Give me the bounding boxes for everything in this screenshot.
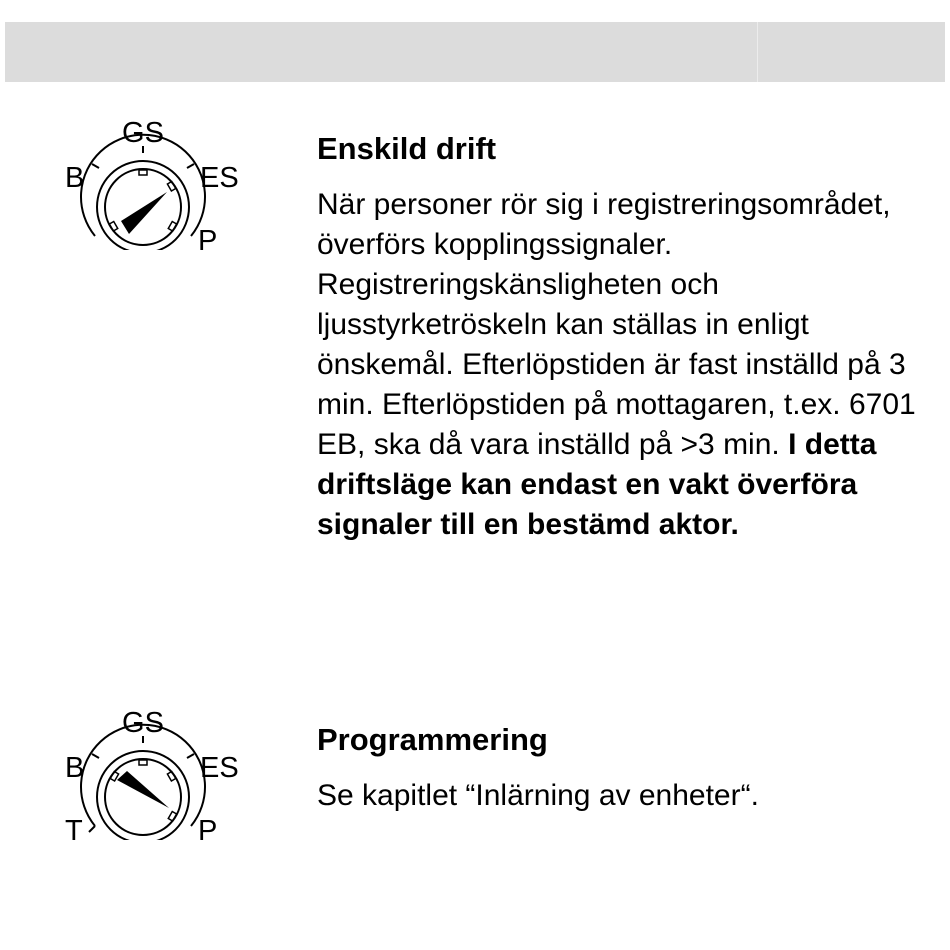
dial-label-p: P [198, 815, 218, 840]
mode-dial-programming [55, 700, 255, 840]
dial-tick-es [187, 754, 194, 758]
body-text: När personer rör sig i registreringsområdet, överförs kopplingssignaler. Registreringskänsligheten och ljusstyrketröskeln kan ställas in enligt önskemål. Efterlöpstiden är fast inställd på 3 min. Efterlöpstiden på mottagaren, t.ex. 6701 EB, ska då vara inställd på >3 min. [317, 188, 916, 461]
dial-knob [105, 169, 181, 245]
header-divider [757, 22, 758, 82]
section-body-enskild-drift [317, 185, 917, 545]
dial-label-gs: GS [122, 707, 164, 739]
dial-label-es: ES [200, 162, 239, 194]
dial-label-p: P [198, 225, 218, 250]
dial-label-b: B [65, 162, 85, 194]
pointer-wedge-icon [117, 771, 169, 808]
dial-tick-es [187, 164, 194, 168]
section-body-programmering: Se kapitlet “Inlärning av enheter“. [317, 779, 759, 812]
rotary-switch-icon [55, 700, 255, 840]
dial-notch [139, 760, 147, 765]
dial-tick-b [92, 754, 99, 758]
pointer-wedge-icon [121, 192, 167, 234]
dial-label-b: B [65, 752, 85, 784]
mode-dial-single [55, 110, 255, 250]
header-bar [5, 22, 945, 82]
dial-label-t: T [65, 815, 83, 840]
section-title-programmering: Programmering [317, 722, 548, 757]
section-title-enskild-drift: Enskild drift [317, 131, 497, 166]
dial-tick-t [89, 826, 95, 832]
dial-label-gs: GS [122, 117, 164, 149]
dial-label-es: ES [200, 752, 239, 784]
dial-notch [139, 170, 147, 175]
rotary-switch-icon [55, 110, 255, 250]
dial-tick-b [92, 164, 99, 168]
body-bold-text: I detta driftsläge kan endast en vakt överföra signaler till en bestämd aktor. [317, 428, 877, 541]
dial-knob [105, 759, 181, 835]
